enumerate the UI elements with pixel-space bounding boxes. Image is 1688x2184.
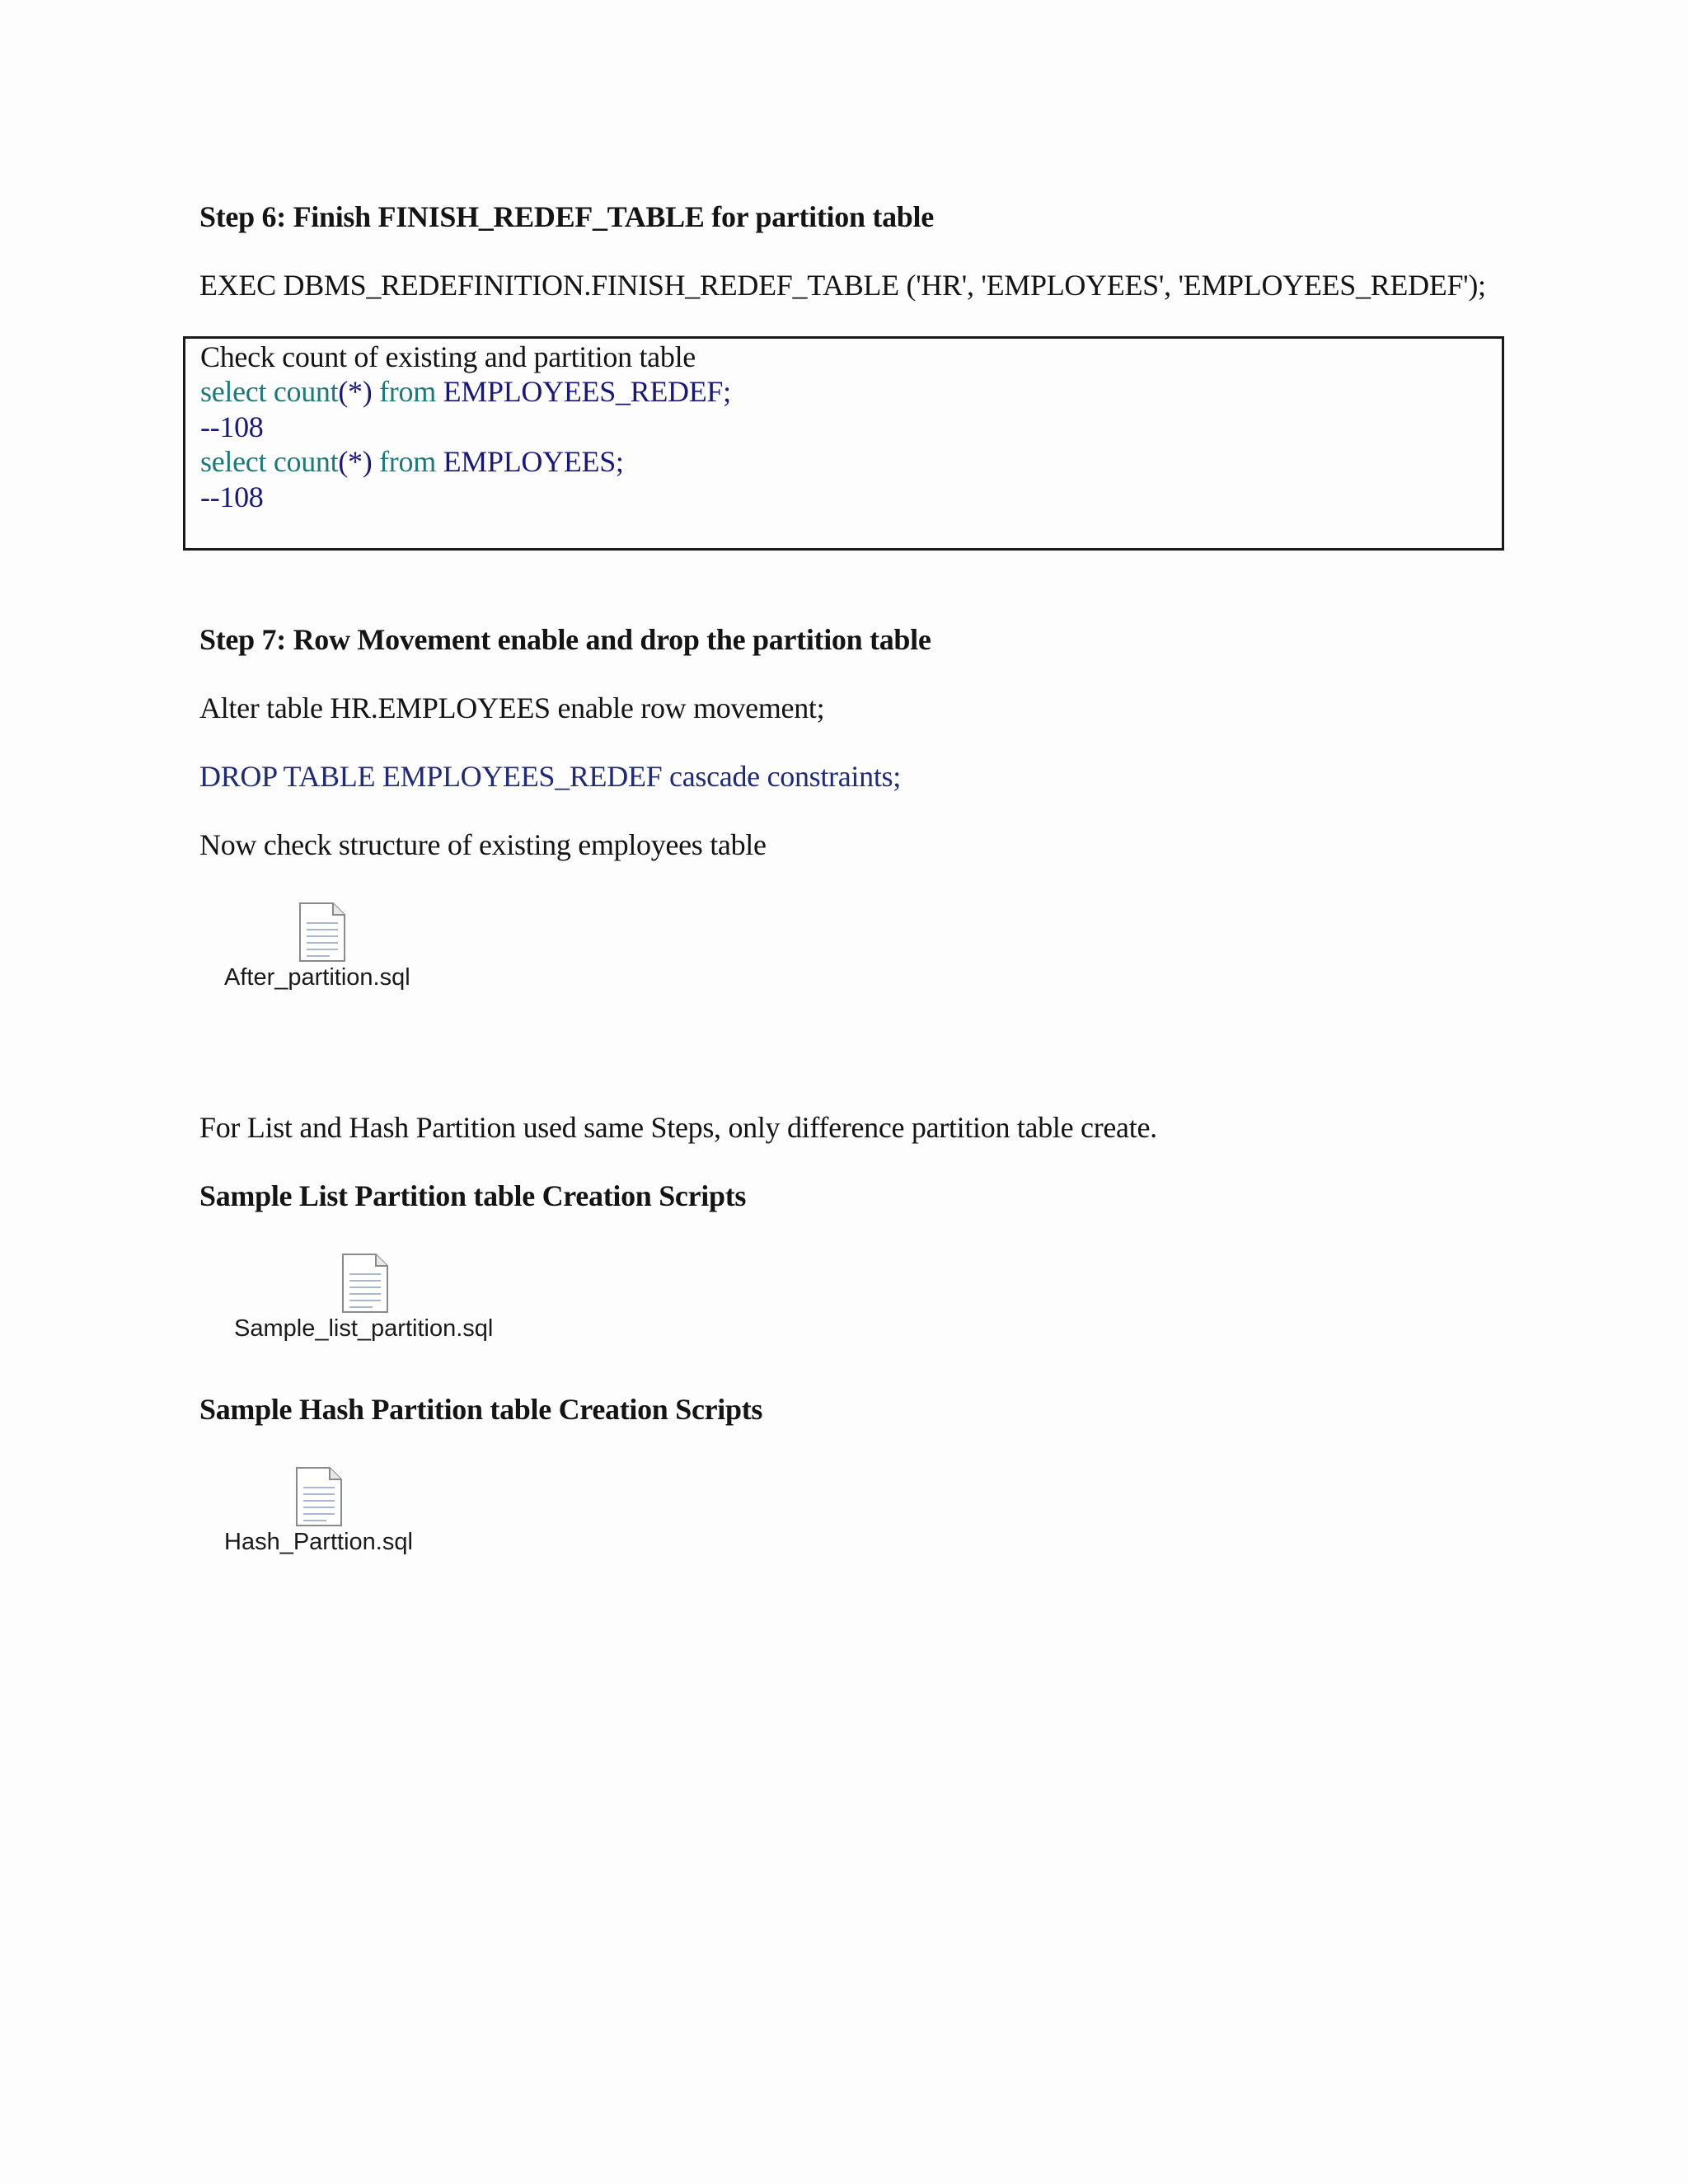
code-box-title: Check count of existing and partition table [200, 340, 696, 373]
hash-partition-heading: Sample Hash Partition table Creation Scripts [199, 1393, 763, 1426]
list-hash-intro: For List and Hash Partition used same Steps, only difference partition table create. [199, 1111, 1157, 1144]
code-line-select-redef [200, 374, 731, 409]
code-line-count-result: --108 [200, 480, 264, 513]
sample-list-partition-attachment[interactable] [232, 1249, 513, 1357]
sql-table: EMPLOYEES; [443, 445, 624, 478]
code-line-select-employees [200, 444, 624, 479]
text-file-icon [297, 902, 348, 963]
step6-heading: Step 6: Finish FINISH_REDEF_TABLE for partition table [199, 200, 934, 233]
sql-paren: (*) [338, 375, 373, 408]
count-check-code-box [183, 336, 1504, 551]
attachment-filename: After_partition.sql [224, 964, 410, 991]
sql-keyword: from [372, 445, 443, 478]
hash-partition-attachment[interactable] [221, 1463, 435, 1570]
code-line-count-result: --108 [200, 410, 264, 443]
attachment-filename: Sample_list_partition.sql [234, 1315, 494, 1342]
attachment-filename: Hash_Parttion.sql [224, 1529, 413, 1555]
sql-table: EMPLOYEES_REDEF; [443, 375, 731, 408]
sql-paren: (*) [338, 445, 373, 478]
step7-heading: Step 7: Row Movement enable and drop the partition table [199, 623, 931, 656]
sql-keyword: select count [200, 375, 339, 408]
check-structure-line: Now check structure of existing employees table [199, 828, 767, 861]
drop-table-line: DROP TABLE EMPLOYEES_REDEF cascade constraints; [199, 760, 901, 793]
finish-redef-exec-line: EXEC DBMS_REDEFINITION.FINISH_REDEF_TABLE ('HR', 'EMPLOYEES', 'EMPLOYEES_REDEF'); [199, 269, 1486, 302]
sql-keyword: from [372, 375, 443, 408]
alter-table-line: Alter table HR.EMPLOYEES enable row movement; [199, 691, 825, 724]
sql-keyword: select count [200, 445, 339, 478]
list-partition-heading: Sample List Partition table Creation Scripts [199, 1179, 747, 1212]
text-file-icon [293, 1466, 345, 1527]
after-partition-attachment[interactable] [221, 898, 435, 1005]
text-file-icon [340, 1253, 391, 1314]
